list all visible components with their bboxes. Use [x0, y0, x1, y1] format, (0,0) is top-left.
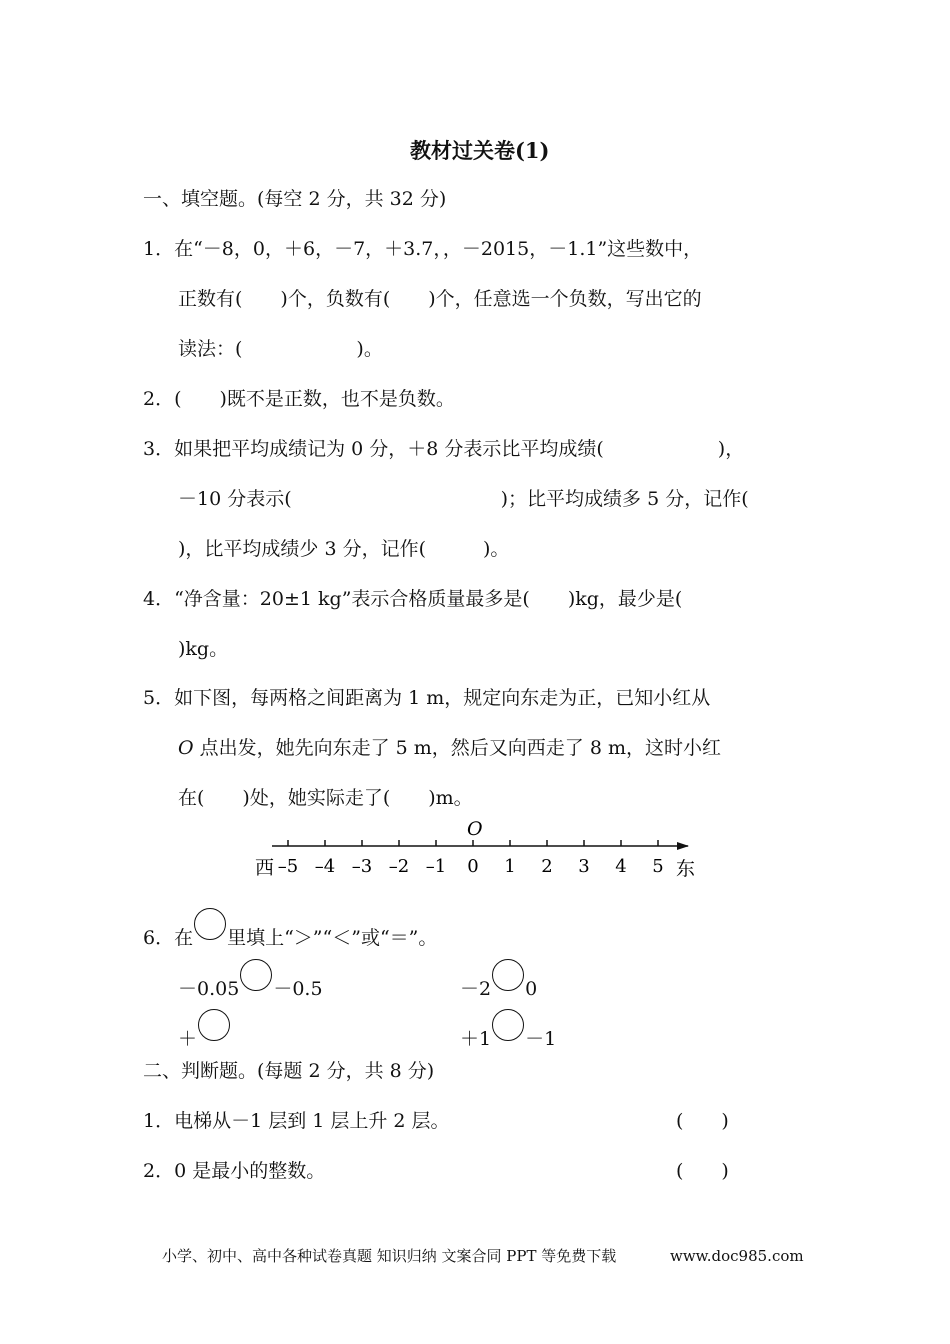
number-line-tick-label: 2	[541, 856, 553, 877]
number-line-tick-label: –1	[425, 856, 447, 877]
compare-circle-4[interactable]	[492, 1009, 524, 1041]
q6-r2r-b: －1	[525, 1028, 557, 1050]
number-line-tick-label: 1	[504, 856, 516, 877]
compare-circle-example	[194, 908, 226, 940]
q6-r1l-a: －0.05	[178, 978, 240, 1000]
west-label: 西	[255, 857, 275, 879]
judge-item-1-text: 1．电梯从－1 层到 1 层上升 2 层。	[143, 1110, 450, 1132]
q6-r1l-b: －0.5	[273, 978, 323, 1000]
q5-line2-text: 点出发，她先向东走了 5 m，然后又向西走了 8 m，这时小红	[193, 737, 721, 759]
q5-line3: 在( )处，她实际走了( )m。	[178, 787, 473, 809]
page-title: 教材过关卷(1)	[410, 138, 550, 163]
q4-line1: 4．“净含量：20±1 kg”表示合格质量最多是( )kg，最少是(	[143, 588, 683, 610]
judge-item-2-text: 2．0 是最小的整数。	[143, 1160, 326, 1182]
number-line-tick-label: 5	[652, 856, 664, 877]
section1-heading: 一、填空题。(每空 2 分，共 32 分)	[143, 188, 447, 210]
section2-heading: 二、判断题。(每题 2 分，共 8 分)	[143, 1060, 435, 1082]
q1-line1: 1．在“－8，0，＋6，－7，＋3.7，，－2015，－1.1”这些数中，	[143, 238, 703, 260]
q3-line3: )，比平均成绩少 3 分，记作( )。	[178, 538, 510, 560]
compare-circle-1[interactable]	[240, 959, 272, 991]
number-line-tick-label: –4	[314, 856, 336, 877]
q6-prefix: 6．在	[143, 927, 194, 949]
q6-r1r-a: －2	[460, 978, 492, 1000]
q6-row1-left	[178, 959, 323, 1001]
judge-item-2-blank[interactable]: ( )	[676, 1160, 729, 1182]
footer-left: 小学、初中、高中各种试卷真题 知识归纳 文案合同 PPT 等免费下载	[162, 1247, 617, 1265]
q6-r2l-a: ＋	[178, 1028, 198, 1050]
q3-line2: －10 分表示( )；比平均成绩多 5 分，记作(	[178, 488, 749, 510]
number-line-tick-label: 4	[615, 856, 627, 877]
number-line-tick-label: –5	[277, 856, 299, 877]
judge-item-1-blank[interactable]: ( )	[676, 1110, 729, 1132]
q4-line2: )kg。	[178, 638, 229, 660]
q1-line2: 正数有( )个，负数有( )个，任意选一个负数，写出它的	[178, 288, 702, 310]
q6-row2-left	[178, 1009, 231, 1051]
number-line-tick-label: 3	[578, 856, 590, 877]
number-line-tick-label: –3	[351, 856, 373, 877]
q3-line1: 3．如果把平均成绩记为 0 分，＋8 分表示比平均成绩( )，	[143, 438, 745, 460]
east-label: 东	[676, 858, 696, 880]
q6-r2r-a: ＋1	[460, 1028, 492, 1050]
q5-line1: 5．如下图，每两格之间距离为 1 m，规定向东走为正，已知小红从	[143, 687, 711, 709]
footer-right-url[interactable]: www.doc985.com	[670, 1247, 804, 1265]
q6-r1r-b: 0	[525, 978, 538, 1000]
q2-line1: 2．( )既不是正数，也不是负数。	[143, 388, 455, 410]
q6-suffix: 里填上“＞”“＜”或“＝”。	[227, 927, 438, 949]
q6-row1-right	[460, 959, 537, 1001]
number-line-tick-label: 0	[467, 856, 479, 877]
q6-row2-right	[460, 1009, 556, 1051]
q1-line3: 读法：( )。	[178, 338, 383, 360]
origin-italic-label: O	[178, 737, 194, 759]
number-line-tick-label: –2	[388, 856, 410, 877]
q6-instruction	[143, 908, 437, 950]
compare-circle-2[interactable]	[492, 959, 524, 991]
origin-label: O	[467, 818, 483, 840]
compare-circle-3[interactable]	[198, 1009, 230, 1041]
